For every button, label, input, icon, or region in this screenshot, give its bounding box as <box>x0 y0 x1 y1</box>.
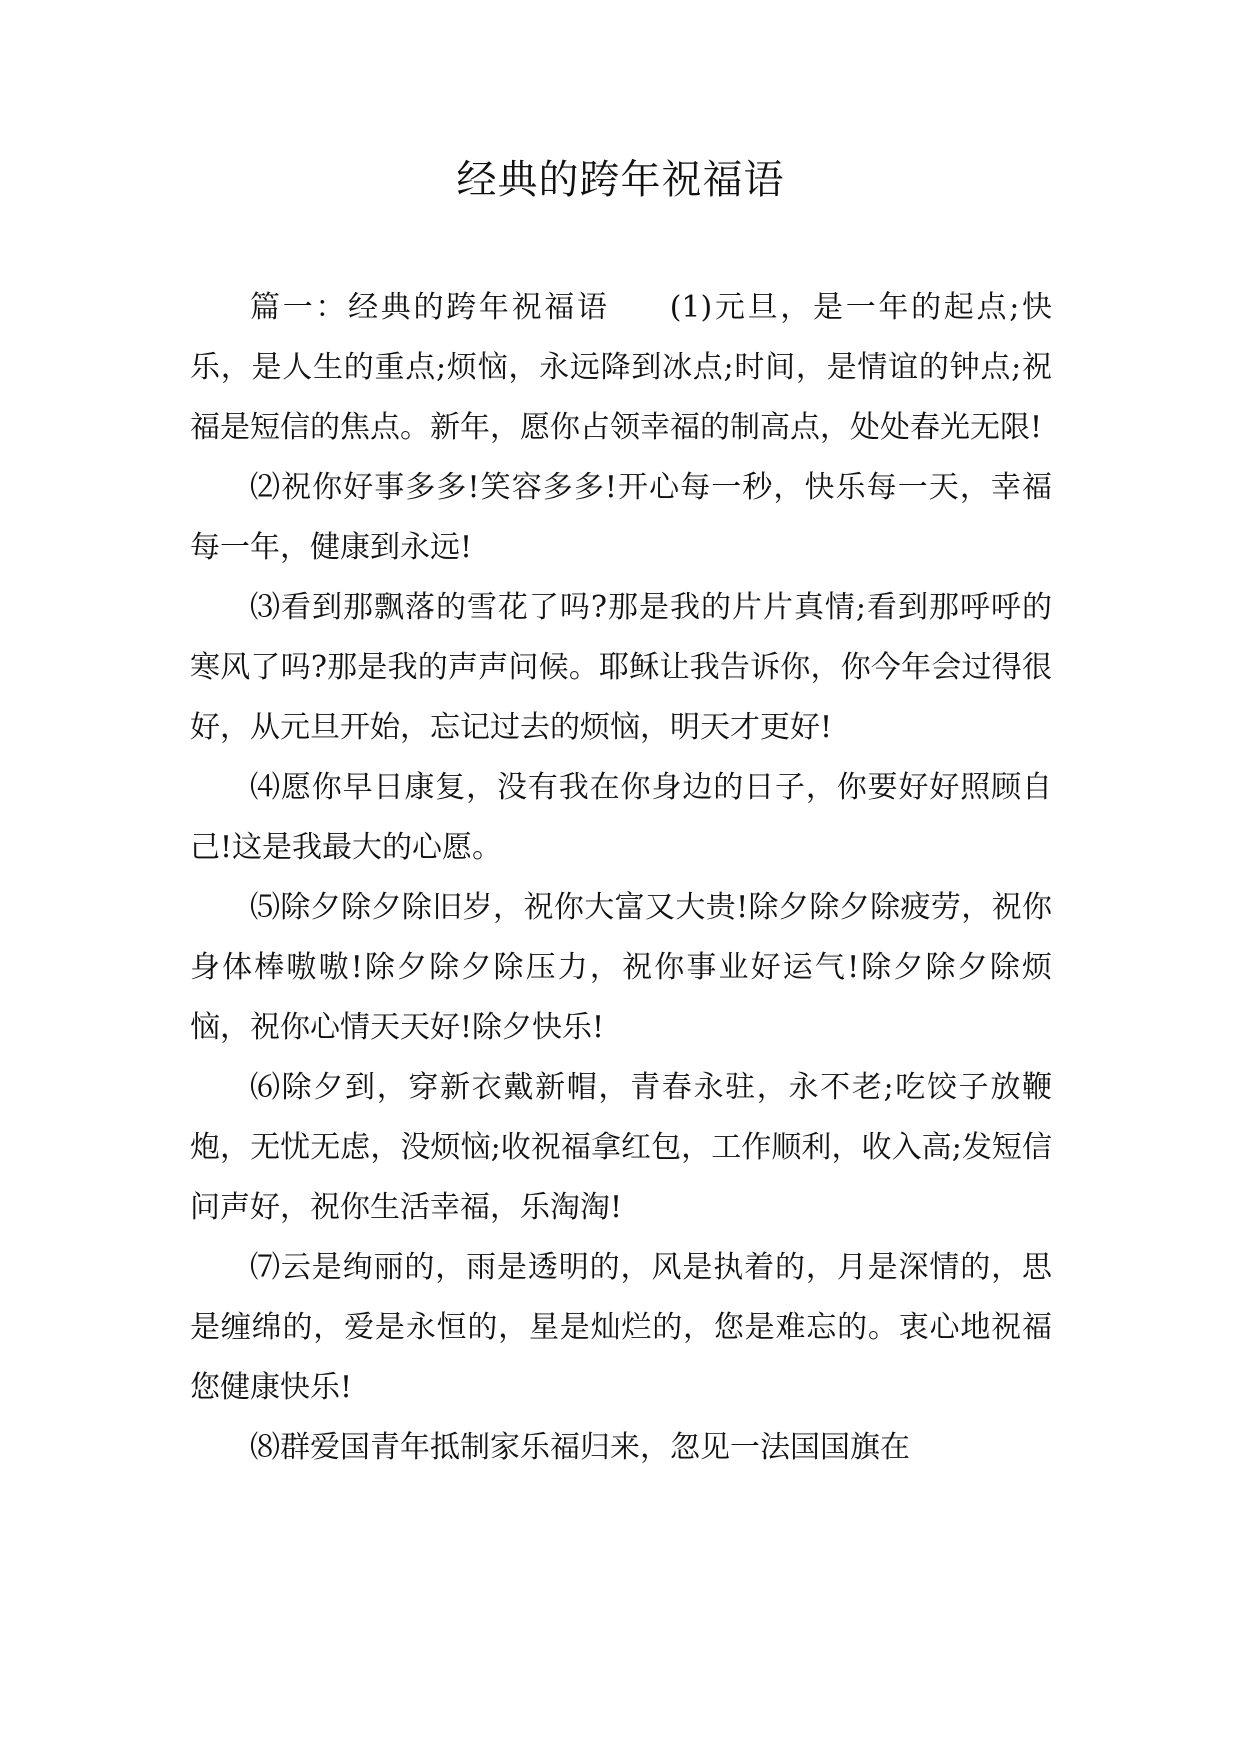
paragraph-1 <box>190 278 1052 458</box>
paragraph-text: (1)元旦，是一年的起点;快乐，是人生的重点;烦恼，永远降到冰点;时间，是情谊的钟点;祝福是短信的焦点。新年，愿你占领幸福的制高点，处处春光无限! <box>190 290 1053 445</box>
paragraph-6: ⑹除夕到，穿新衣戴新帽，青春永驻，永不老;吃饺子放鞭炮，无忧无虑，没烦恼;收祝福拿红包，工作顺利，收入高;发短信问声好，祝你生活幸福，乐淘淘! <box>190 1070 1052 1225</box>
document-body <box>190 278 1052 1478</box>
paragraph-8: ⑻群爱国青年抵制家乐福归来，忽见一法国国旗在 <box>250 1430 910 1465</box>
paragraph-5: ⑸除夕除夕除旧岁，祝你大富又大贵!除夕除夕除疲劳，祝你身体棒嗷嗷!除夕除夕除压力，祝你事业好运气!除夕除夕除烦恼，祝你心情天天好!除夕快乐! <box>190 890 1052 1045</box>
paragraph-3: ⑶看到那飘落的雪花了吗?那是我的片片真情;看到那呼呼的寒风了吗?那是我的声声问候。耶稣让我告诉你，你今年会过得很好，从元旦开始，忘记过去的烦恼，明天才更好! <box>190 590 1052 745</box>
paragraph-2: ⑵祝你好事多多!笑容多多!开心每一秒，快乐每一天，幸福每一年，健康到永远! <box>190 470 1052 565</box>
section-heading: 篇一：经典的跨年祝福语 <box>250 290 610 325</box>
paragraph-7: ⑺云是绚丽的，雨是透明的，风是执着的，月是深情的，思是缠绵的，爱是永恒的，星是灿烂的，您是难忘的。衷心地祝福您健康快乐! <box>190 1250 1052 1405</box>
paragraph-4: ⑷愿你早日康复，没有我在你身边的日子，你要好好照顾自己!这是我最大的心愿。 <box>190 770 1052 865</box>
document-title: 经典的跨年祝福语 <box>456 157 785 203</box>
